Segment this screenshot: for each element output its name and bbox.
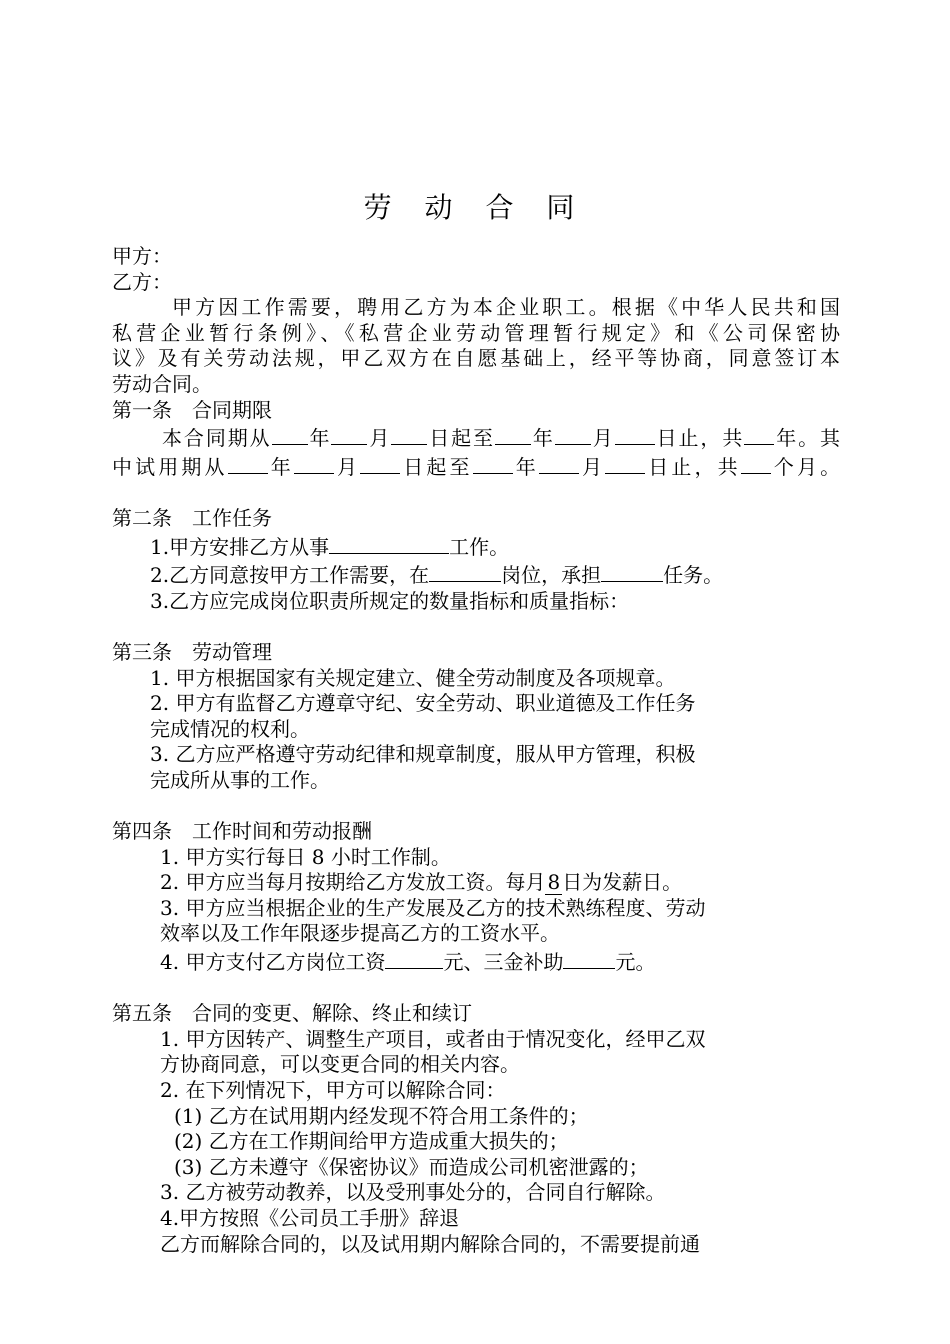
intro-line: 议》及有关劳动法规，甲乙双方在自愿基础上，经平等协商，同意签订本 bbox=[112, 346, 840, 371]
intro-line: 劳动合同。 bbox=[112, 371, 212, 396]
page-title: 劳 动 合 同 bbox=[363, 191, 587, 224]
article-5-subitem: (1) 乙方在试用期内经发现不符合用工条件的； bbox=[174, 1103, 589, 1128]
article-4-item: 1. 甲方实行每日 8 小时工作制。 bbox=[160, 844, 451, 869]
article-5-line: 2. 在下列情况下，甲方可以解除合同： bbox=[160, 1078, 506, 1102]
article-4-item: 2. 甲方应当每月按期给乙方发放工资。每月 8 日为发薪日。 bbox=[160, 870, 683, 895]
article-4-item: 3. 甲方应当根据企业的生产发展及乙方的技术熟练程度、劳动 bbox=[160, 895, 706, 920]
article-4-heading: 第四条 工作时间和劳动报酬 bbox=[112, 819, 372, 844]
article-3-line: 2. 甲方有监督乙方遵章守纪、安全劳动、职业道德及工作任务 bbox=[150, 691, 696, 716]
article-4-item: 4. 甲方支付乙方岗位工资 元、三金补助 元。 bbox=[112, 947, 840, 976]
article-5-line: 方协商同意，可以变更合同的相关内容。 bbox=[160, 1052, 520, 1077]
article-2-heading: 第二条 工作任务 bbox=[112, 505, 272, 530]
article-3-line: 完成所从事的工作。 bbox=[150, 767, 330, 792]
article-2-item: 3.乙方应完成岗位职责所规定的数量指标和质量指标： bbox=[150, 588, 630, 613]
article-3-line: 完成情况的权利。 bbox=[150, 716, 310, 741]
article-5-subitem: (2) 乙方在工作期间给甲方造成重大损失的； bbox=[174, 1129, 569, 1154]
article-3-line: 3. 乙方应严格遵守劳动纪律和规章制度，服从甲方管理，积极 bbox=[150, 742, 696, 767]
article-1-line: 中试用期从 年 月 日起至 年 月 日止，共 个月。 bbox=[112, 452, 840, 481]
party-b-label: 乙方： bbox=[112, 269, 172, 294]
article-1-heading: 第一条 合同期限 bbox=[112, 397, 272, 422]
article-5-heading: 第五条 合同的变更、解除、终止和续订 bbox=[112, 1001, 472, 1026]
article-2-item: 2.乙方同意按甲方工作需要，在 岗位，承担 任务。 bbox=[112, 560, 840, 589]
article-3-heading: 第三条 劳动管理 bbox=[112, 639, 272, 664]
intro-line: 甲方因工作需要，聘用乙方为本企业职工。根据《中华人民共和国 bbox=[172, 295, 840, 320]
article-5-subitem: (3) 乙方未遵守《保密协议》而造成公司机密泄露的； bbox=[174, 1154, 649, 1179]
article-1-line: 本合同期从 年 月 日起至 年 月 日止，共 年。其 bbox=[112, 423, 840, 452]
article-5-line: 1. 甲方因转产、调整生产项目，或者由于情况变化，经甲乙双 bbox=[160, 1026, 706, 1051]
party-a-label: 甲方： bbox=[112, 244, 172, 268]
contract-body bbox=[112, 244, 840, 1257]
article-4-item: 效率以及工作年限逐步提高乙方的工资水平。 bbox=[160, 921, 560, 946]
intro-line: 私营企业暂行条例》、《私营企业劳动管理暂行规定》和《公司保密协 bbox=[112, 320, 840, 345]
article-5-line: 4.甲方按照《公司员工手册》辞退 bbox=[160, 1205, 460, 1230]
article-3-line: 1. 甲方根据国家有关规定建立、健全劳动制度及各项规章。 bbox=[150, 665, 676, 690]
article-2-item: 1.甲方安排乙方从事 工作。 bbox=[112, 532, 840, 561]
article-5-line: 3. 乙方被劳动教养，以及受刑事处分的，合同自行解除。 bbox=[160, 1180, 666, 1205]
article-5-line: 乙方而解除合同的，以及试用期内解除合同的，不需要提前通 bbox=[160, 1231, 700, 1256]
